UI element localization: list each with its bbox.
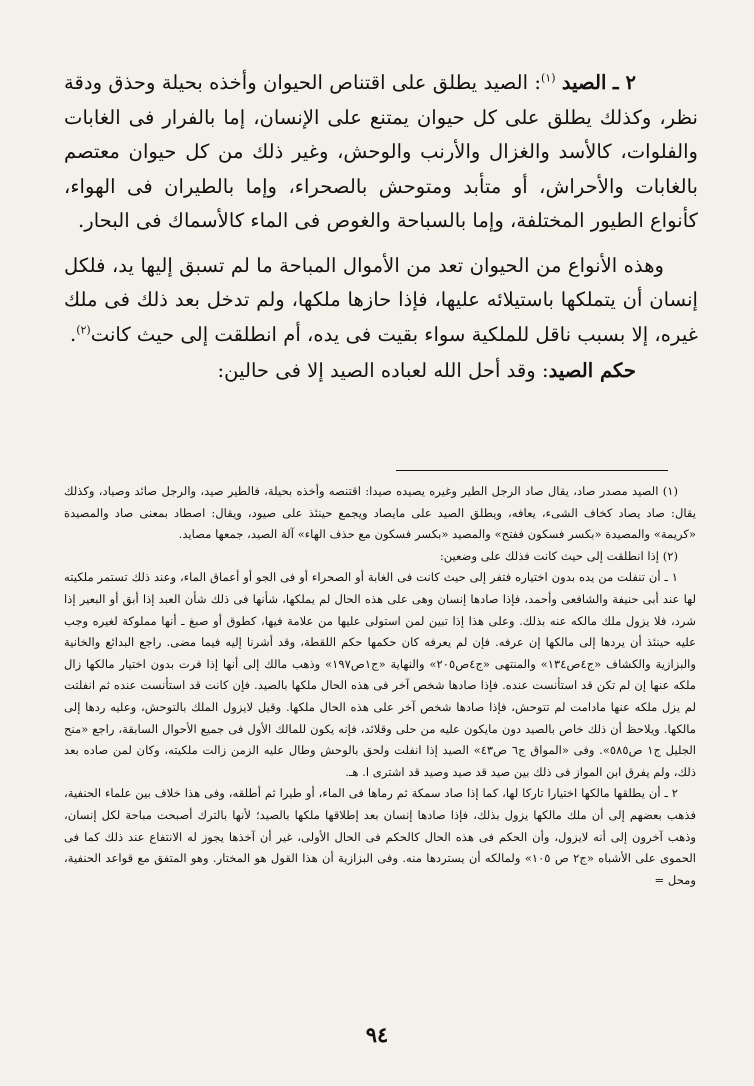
footnote-ref-2[interactable]: (٢) <box>76 322 91 336</box>
section-paragraph <box>64 66 698 239</box>
footnote-1: (١) الصيد مصدر صاد، يقال صاد الرجل الطير وغيره يصيده صيدا: اقتنصه وأخذه بحيلة، فالطير صيد، والرجل صائد وصياد، وكذلك يقال: صاد يصاد كخاف الشىء، يعافه، ويطلق الصيد على مايصاد ويجمع حينئذ على صيود، ويقال: اصطاد بمعنى صاد والمصيدة «كريمة» والمصيدة «بكسر فسكون ففتح» والمصيد «بكسر فسكون مع حذف الهاء» آلة الصيد، جمعها مصايد. <box>64 484 696 542</box>
footnote-2-intro: (٢) إذا انطلقت إلى حيث كانت فذلك على وضعين: <box>439 548 678 563</box>
section-body: : الصيد يطلق على اقتناص الحيوان وأخذه بحيلة وحذق ودقة نظر، وكذلك يطلق على كل حيوان يمتنع على الإنسان، إما بالفرار فى الغابات والفلوات، كالأسد والغزال والأرنب والوحش، وغير ذلك من كل حيوان معتصم بالغابات والأحراش، أو متأبد ومتوحش بالصحراء، وإما بالطيران فى الهواء، كأنواع الطيور المختلفة، وإما بالسباحة والغوص فى الماء كالأسماك فى البحار. <box>64 71 698 232</box>
footnote-separator <box>396 470 668 471</box>
section-number: ٢ ـ <box>612 71 637 94</box>
ownership-end: . <box>69 322 77 346</box>
ownership-paragraph <box>64 249 698 353</box>
footnotes <box>64 481 696 891</box>
main-text <box>64 66 698 389</box>
ruling-paragraph <box>64 354 698 389</box>
footnote-ref-1[interactable]: (١) <box>541 71 556 85</box>
footnote-2-part-1: ١ ـ أن تنفلت من يده بدون اختياره فتفر إلى حيث كانت فى الغابة أو الصحراء أو فى الجو أو أعماق الماء، وعند ذلك تستمر ملكيته لها عند أبى حنيفة والشافعى وأحمد، فإذا صادها إنسان وهى على هذه الحال لم يملكها، شأنها فى ذلك شأن العبد إذا أبق أو البعير إذا شرد، فلا يزول ملك مالكه عنه بذلك. وعلى هذا إذا تبين لمن استولى عليها من علامة فيها، كطوق أو صبغ ـ أنها مملوكة لغيره وجب عليه حينئذ أن يردها إلى مالكها إن عرفه. فإن لم يعرفه كان حكمها حكم اللقطة، وقد أشرنا إليه فيما مضى. راجع البدائع والخانية والبزازية والكشاف «ج٤ص١٣٤» والمنتهى «ج٤ص٢٠٥» والنهاية «ج١ص١٩٧» وذهب مالك إلى أنها إذا فرت بدون اختيار مالكها زال ملكه عنها إن لم تكن قد استأنست عنده. فإذا صادها شخص آخر فى هذه الحال ملكها بالصيد. فإن كانت قد استأنست عنده ثم انفلتت لم يزل ملكه عنها مادامت لم تتوحش، فإذا صادها شخص آخر على هذه الحال ملكها. وقيل لايزول الملك بالتوحش، وعليه ردها إلى مالكها. ويلاحظ أن ذلك خاص بالصيد دون مايكون عليه من حلى وقلائد، فإنه يكون للمالك الأول فى جميع الأحوال السابقة، راجع «منح الجليل ج١ ص٥٨٥». وفى «المواق ج٦ ص٤٣» الصيد إذا انفلت ولحق بالوحش وطال عليه الزمن زالت ملكيته، وكان لمن صاده بعد ذلك، ولم يفرق ابن المواز فى ذلك بين صيد قد صيد وصيد قد اشترى ا. هـ. <box>64 570 697 779</box>
footnote-2-part-2: ٢ ـ أن يطلقها مالكها اختيارا تاركا لها، كما إذا صاد سمكة ثم رماها فى الماء، أو طيرا ثم أطلقه، وفى هذا خلاف بين علماء الحنفية، فذهب بعضهم إلى أن ملك مالكها يزول بذلك، فإذا صادها إنسان بعد إطلاقها ملكها بالصيد؛ لأنها بالترك أصبحت مباحة لكل إنسان، وذهب آخرون إلى أنه لايزول، وأن الحكم فى هذه الحال كالحكم فى الحال الأولى، غير أن آخذها يجوز له الانتفاع عند ذلك كما فى الحموى على الأشباه «ج٢ ص ١٠٥» ولمالكه أن يستردها منه. وفى البزازية أن هذا القول هو المختار. وهو المتفق مع قواعد الحنفية، ومحل = <box>64 786 696 887</box>
page-number: ٩٤ <box>365 1022 389 1047</box>
section-heading: الصيد <box>561 71 607 94</box>
ruling-heading: حكم الصيد <box>548 359 636 382</box>
ruling-body: : وقد أحل الله لعباده الصيد إلا فى حالين: <box>217 359 549 382</box>
ownership-text: وهذه الأنواع من الحيوان تعد من الأموال المباحة ما لم تسبق إليها يد، فلكل إنسان أن يتملكها باستيلائه عليها، فإذا حازها ملكها، ولم تدخل بعد ذلك فى ملك غيره، إلا بسبب ناقل للملكية سواء بقيت فى يده، أم انطلقت إلى حيث كانت <box>64 253 698 346</box>
